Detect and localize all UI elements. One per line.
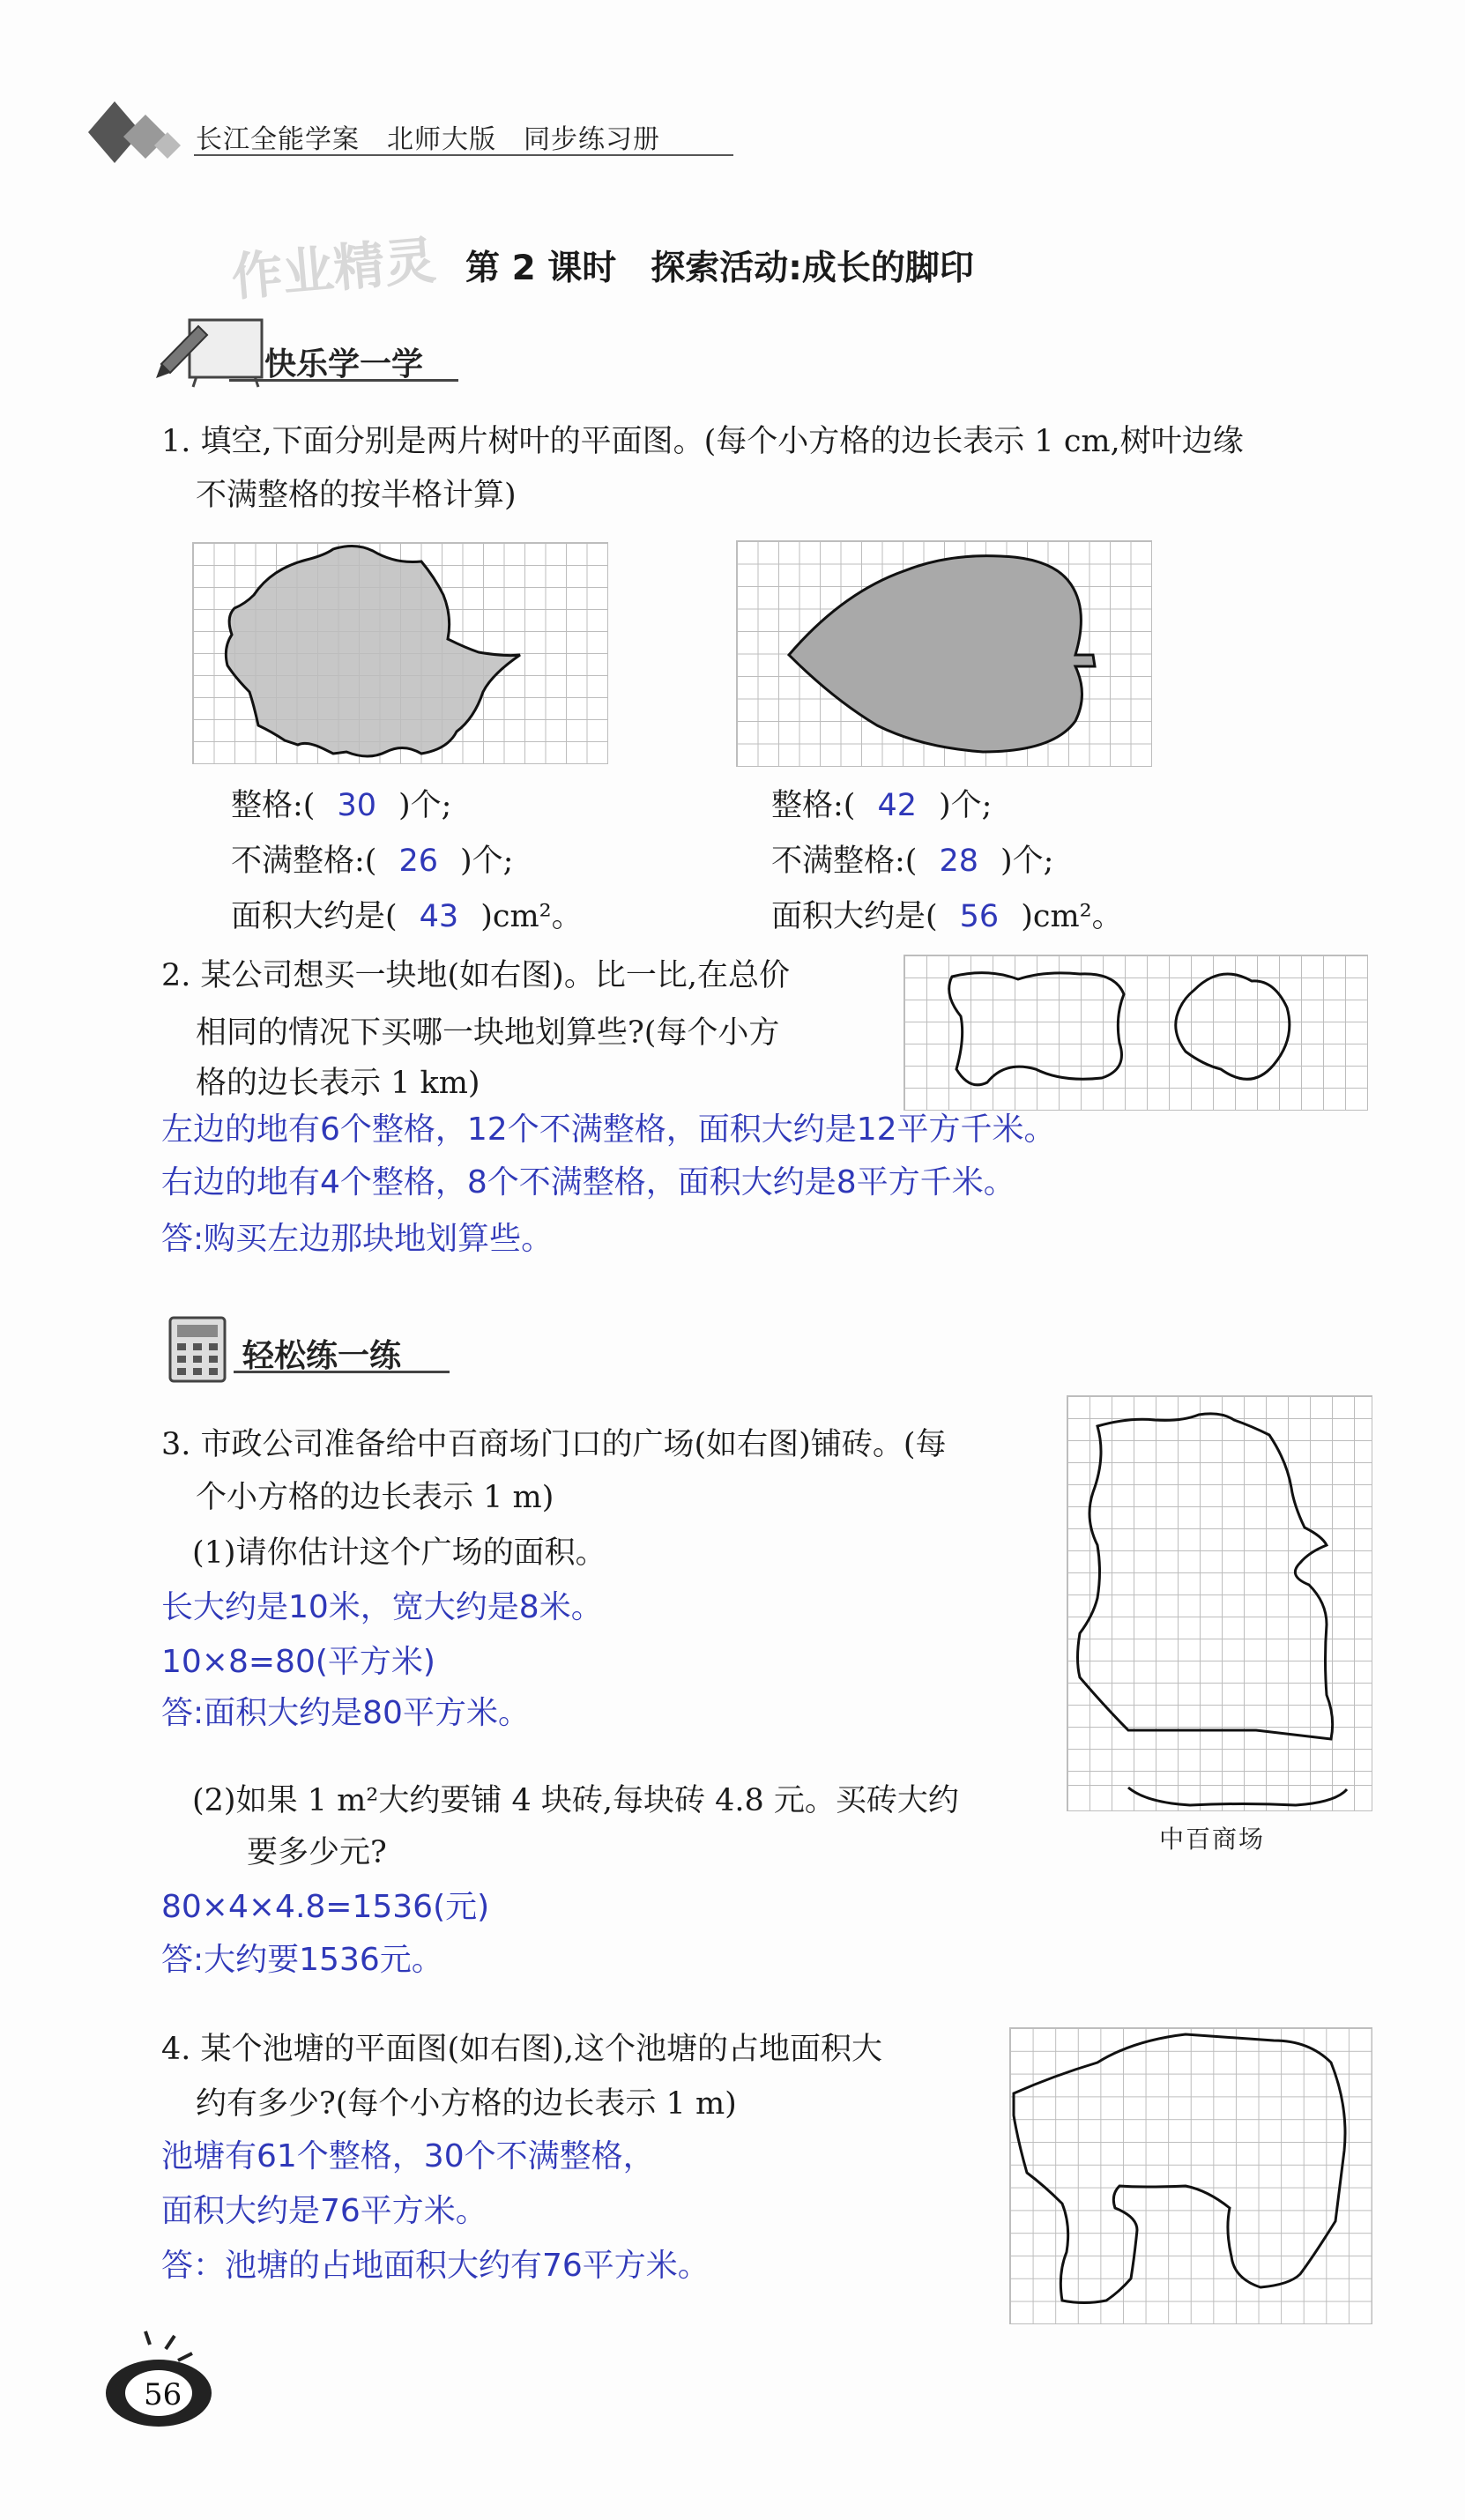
q1-right-whole-answer: 42 [877,788,917,823]
q1-left-whole-answer: 30 [337,788,376,823]
q1-left-partial-answer: 26 [398,844,438,879]
q1-right-partial-row: 不满整格:( 28 )个; [771,844,1054,879]
q1-right-leaf-shape [736,540,1150,765]
q2-line3: 格的边长表示 1 km) [196,1066,480,1101]
q1-right-whole-row: 整格:( 42 )个; [771,788,993,823]
q3-line2: 个小方格的边长表示 1 m) [196,1480,554,1515]
q1-left-area-answer: 43 [419,899,459,934]
q4-answer-line1: 池塘有61个整格，30个不满整格， [161,2138,655,2174]
q3-plaza-shape [1067,1395,1371,1810]
q4-line1: 4. 某个池塘的平面图(如右图),这个池塘的占地面积大 [161,2032,882,2067]
section-learn-rule [229,379,458,382]
q1-right-partial-answer: 28 [939,844,978,879]
watermark: 作业精灵 [228,229,438,308]
q3-line1: 3. 市政公司准备给中百商场门口的广场(如右图)铺砖。(每 [161,1427,947,1462]
header-diamond-icon [88,97,185,167]
q1-left-partial-row: 不满整格:( 26 )个; [231,844,514,879]
page-number: 56 [144,2377,182,2412]
q2-line2: 相同的情况下买哪一块地划算些?(每个小方 [196,1015,780,1051]
header-rule [194,154,733,156]
section-practice-rule [234,1371,450,1373]
section-practice-label: 轻松练一练 [242,1338,402,1374]
q1-line2: 不满整格的按半格计算) [196,478,517,513]
q3-figure-caption: 中百商场 [1159,1825,1266,1854]
q2-land-shapes [904,955,1366,1109]
q1-left-area-row: 面积大约是( 43 )cm²。 [231,899,583,934]
q3-sub1: (1)请你估计这个广场的面积。 [192,1535,606,1571]
q2-line1: 2. 某公司想买一块地(如右图)。比一比,在总价 [161,958,790,993]
q1-left-whole-row: 整格:( 30 )个; [231,788,452,823]
q4-pond-shape [1009,2027,1371,2323]
q3-sub2-line1: (2)如果 1 m²大约要铺 4 块砖,每块砖 4.8 元。买砖大约 [192,1783,959,1818]
q3-sub2-answer2: 答:大约要1536元。 [161,1942,443,1978]
pencil-board-icon [154,313,269,388]
q1-left-leaf-shape [192,542,606,762]
q1-line1: 1. 填空,下面分别是两片树叶的平面图。(每个小方格的边长表示 1 cm,树叶边缘 [161,424,1244,459]
q4-answer-line2: 面积大约是76平方米。 [161,2193,487,2229]
q2-answer-line2: 右边的地有4个整格，8个不满整格，面积大约是8平方千米。 [161,1164,1015,1201]
q1-right-area-answer: 56 [959,899,1000,934]
q3-plaza-bottom-curve [1067,1780,1371,1816]
calculator-icon [166,1313,236,1384]
q4-answer-line3: 答：池塘的占地面积大约有76平方米。 [161,2248,710,2284]
q4-line2: 约有多少?(每个小方格的边长表示 1 m) [196,2086,737,2122]
q2-answer-line3: 答:购买左边那块地划算些。 [161,1221,554,1257]
q3-sub2-answer1: 80×4×4.8=1536(元) [161,1889,490,1925]
q1-right-area-row: 面积大约是( 56 )cm²。 [771,899,1123,934]
section-learn-label: 快乐学一学 [264,346,424,383]
header-book-title: 长江全能学案 北师大版 同步练习册 [196,124,660,155]
q3-sub1-answer1: 长大约是10米，宽大约是8米。 [161,1589,603,1625]
q2-answer-line1: 左边的地有6个整格，12个不满整格，面积大约是12平方千米。 [161,1111,1056,1148]
lesson-title: 第 2 课时 探索活动:成长的脚印 [465,249,974,288]
q3-sub1-answer2: 10×8=80(平方米) [161,1644,435,1680]
q3-sub2-line2: 要多少元? [247,1835,387,1870]
q3-sub1-answer3: 答:面积大约是80平方米。 [161,1695,530,1731]
